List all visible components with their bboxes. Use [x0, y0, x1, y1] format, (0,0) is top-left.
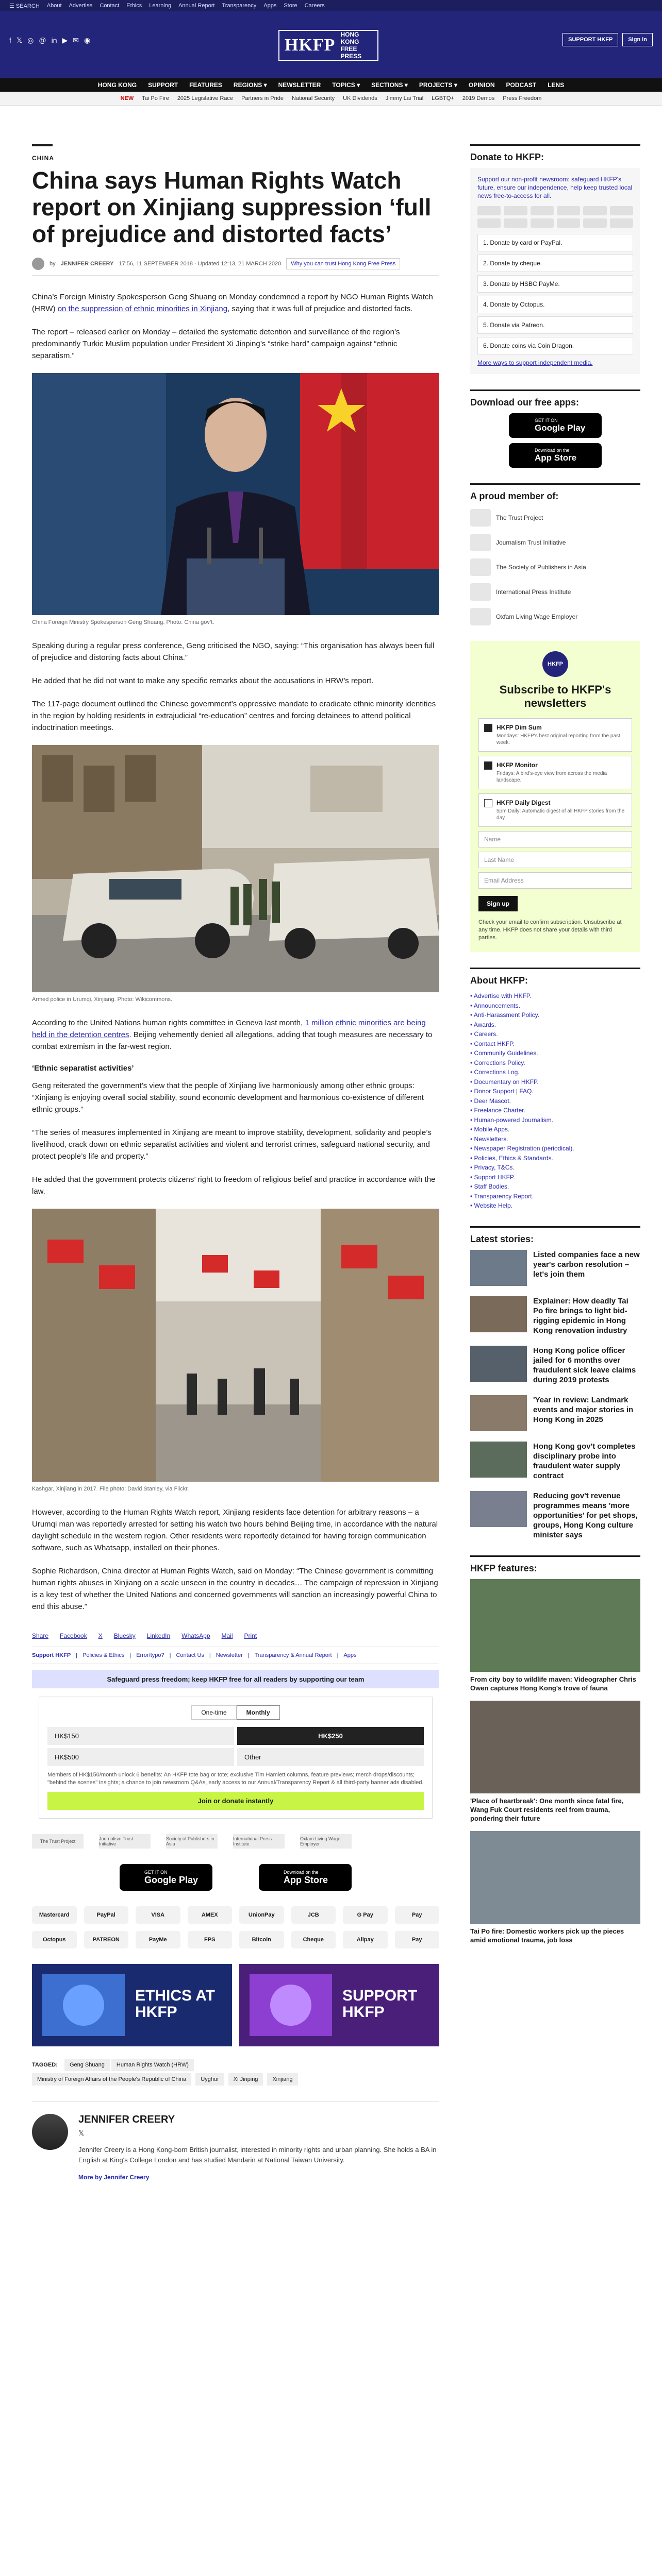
newsletter-note: Check your email to confirm subscription. Unsubscribe at any time. HKFP does not share your details with third parties. — [478, 919, 622, 941]
tag-link[interactable]: Human Rights Watch (HRW) — [111, 2059, 194, 2071]
checkbox-unchecked[interactable] — [484, 799, 492, 807]
topbar-link[interactable]: Careers — [304, 3, 325, 9]
member-logo-icon — [470, 608, 491, 625]
donate-intro: Support our non-profit newsroom: safeguard HKFP's future, ensure our independence, help keep trusted local news free-to-access for all. — [477, 176, 633, 199]
site-header — [0, 11, 662, 78]
share-label: Share — [32, 1632, 49, 1639]
threads-icon[interactable]: @ — [39, 36, 46, 44]
trending-link[interactable]: Tai Po Fire — [142, 95, 169, 101]
trending-link[interactable]: National Security — [292, 95, 335, 101]
topbar-link[interactable]: Apps — [263, 3, 277, 9]
nav-item[interactable]: NEWSLETTER — [278, 81, 321, 89]
payment-logo: UnionPay — [239, 1906, 284, 1924]
nav-item[interactable]: HONG KONG — [97, 81, 137, 89]
photo-graphic — [32, 745, 439, 992]
tag-link[interactable]: Uyghur — [195, 2073, 224, 2086]
section-title: Latest stories: — [470, 1233, 534, 1244]
donate-option[interactable]: 6. Donate coins via Coin Dragon. — [477, 337, 633, 354]
social-links — [9, 36, 90, 45]
topbar-link[interactable]: Annual Report — [178, 3, 215, 9]
about-section — [470, 968, 640, 1211]
ethics-promo[interactable] — [32, 1964, 232, 2046]
about-link[interactable]: • Staff Bodies. — [470, 1183, 509, 1190]
article — [32, 144, 439, 2181]
tags-section — [32, 2062, 439, 2086]
donate-widget — [39, 1697, 433, 1819]
trust-link[interactable]: Why you can trust Hong Kong Free Press — [286, 258, 400, 269]
paragraph: Sophie Richardson, China director at Human Rights Watch, said on Monday: “The Chinese government is committing human rights abuses in Xinjiang on a scale unseen in the country in decades… The campaign of repression in Xinjiang is a key test of whether the United Nations and concerned governments will sanction an increasingly powerful China to end this abuse.” — [32, 1567, 438, 1611]
tag-link[interactable]: Xi Jinping — [228, 2073, 263, 2086]
member-logo[interactable]: The Trust Project — [32, 1834, 84, 1849]
nav-item[interactable]: SUPPORT — [148, 81, 178, 89]
payment-logo: Pay — [395, 1906, 440, 1924]
payment-logo: PayMe — [136, 1931, 180, 1948]
trending-link[interactable]: UK Dividends — [343, 95, 377, 101]
support-button[interactable]: SUPPORT HKFP — [562, 33, 618, 46]
frequency-toggle — [47, 1705, 424, 1720]
apps-section — [470, 389, 640, 468]
payment-methods — [32, 1906, 439, 1948]
section-title: Donate to HKFP: — [470, 152, 544, 162]
badge-line: App Store — [535, 453, 577, 463]
story-thumbnail — [470, 1346, 527, 1382]
donate-option[interactable]: 2. Donate by cheque. — [477, 255, 633, 272]
member-logo-icon — [470, 558, 491, 576]
badge-line: Google Play — [144, 1874, 198, 1885]
policy-link[interactable]: Transparency & Annual Report — [254, 1652, 332, 1658]
about-link[interactable]: • Transparency Report. — [470, 1192, 534, 1200]
payment-logo: Cheque — [291, 1931, 336, 1948]
latest-stories — [470, 1226, 640, 1540]
trending-link[interactable]: 2025 Legislative Race — [177, 95, 234, 101]
payment-logo: Octopus — [32, 1931, 77, 1948]
donate-benefits-note: Members of HK$150/month unlock 6 benefits: An HKFP tote bag or tote; exclusive Tim Hamlett columns, feature previews; merch drops/discounts; "behind the scenes" insights; a chance to join newsroom Q&As, early access to our Annual/Transparency Report & all third-party banner ads disabled. — [47, 1772, 424, 1786]
logo-wordmark: HKFP — [285, 36, 336, 55]
story-item[interactable]: 'Year in review: Landmark events and major stories in Hong Kong in 2025 — [470, 1395, 640, 1431]
checkbox-checked[interactable] — [484, 761, 492, 770]
inline-link[interactable]: on the suppression of ethnic minorities in Xinjiang — [57, 304, 228, 313]
paragraph: He added that he did not want to make any specific remarks about the accusations in HRW’s report. — [32, 676, 374, 685]
google-play-badge[interactable] — [509, 413, 602, 438]
badge-line: Google Play — [535, 423, 586, 433]
topbar-link[interactable]: Advertise — [69, 3, 93, 9]
x-icon[interactable]: 𝕏 — [78, 2129, 85, 2137]
about-link[interactable]: • Advertise with HKFP. — [470, 992, 532, 999]
newsletter-option[interactable]: HKFP Daily Digest 5pm Daily: Automatic digest of all HKFP stories from the day. — [478, 793, 632, 827]
about-link[interactable]: • Mobile Apps. — [470, 1126, 510, 1133]
site-logo[interactable] — [278, 30, 378, 61]
payment-logo: AMEX — [188, 1906, 233, 1924]
member-item[interactable]: The Society of Publishers in Asia — [470, 558, 640, 576]
share-mail[interactable]: Mail — [221, 1632, 233, 1639]
badge-line: Download on the — [284, 1869, 319, 1875]
newsletter-signup — [470, 641, 640, 952]
about-link[interactable]: • Donor Support | FAQ. — [470, 1088, 534, 1095]
about-link[interactable]: • Human-powered Journalism. — [470, 1116, 553, 1124]
topbar-link[interactable]: Store — [284, 3, 297, 9]
promo-title: SUPPORT HKFP — [342, 1987, 418, 2021]
paragraph: According to the United Nations human rights committee in Geneva last month, 1 million ethnic minorities are being held in the detention centres. Beijing vehemently denied all allegations, adding that tough measures are necessary to combat extremism in the far-west region. — [32, 1019, 433, 1051]
share-bluesky[interactable]: Bluesky — [113, 1632, 136, 1639]
newsletter-title: Subscribe to HKFP's newsletters — [499, 683, 611, 709]
monthly-option[interactable]: Monthly — [237, 1705, 280, 1720]
author-link[interactable]: JENNIFER CREERY — [60, 261, 114, 267]
instagram-icon[interactable]: ◎ — [27, 36, 34, 44]
author-box — [32, 2101, 439, 2181]
byline — [32, 258, 439, 276]
byline-prefix: by — [49, 261, 56, 267]
more-by-author-link[interactable]: More by Jennifer Creery — [78, 2174, 150, 2181]
payment-logo: Pay — [395, 1931, 440, 1948]
checkbox-checked[interactable] — [484, 724, 492, 732]
payment-logo: Alipay — [343, 1931, 388, 1948]
member-logo[interactable]: Journalism Trust Initiative — [99, 1834, 151, 1849]
features-section — [470, 1555, 640, 1944]
amount-option[interactable]: Other — [237, 1748, 424, 1766]
share-bar — [32, 1624, 439, 1639]
paragraph: China’s Foreign Ministry Spokesperson Geng Shuang on Monday condemned a report by NGO Human Rights Watch (HRW) on the suppression of ethnic minorities in Xinjiang, saying that it was full of prejudice and distorted facts. — [32, 293, 433, 313]
member-logo-icon — [470, 583, 491, 601]
store-badges — [32, 1864, 439, 1891]
story-item[interactable]: Hong Kong gov't completes disciplinary probe into fraudulent water supply contract — [470, 1442, 640, 1481]
paragraph: Speaking during a regular press conference, Geng criticised the NGO, saying: “This organisation has always been full of prejudice and distorting facts about China.” — [32, 641, 435, 662]
support-promo[interactable] — [239, 1964, 439, 2046]
policy-link[interactable]: Apps — [343, 1652, 357, 1658]
policy-link[interactable]: Error/typo? — [136, 1652, 164, 1658]
about-link[interactable]: • Freelance Charter. — [470, 1107, 525, 1114]
photo-caption: Armed police in Urumqi, Xinjiang. Photo: Wikicommons. — [32, 996, 173, 1003]
signup-button[interactable]: Sign up — [478, 896, 518, 911]
newsletter-option[interactable]: HKFP Monitor Fridays: A bird's-eye view from across the media landscape. — [478, 756, 632, 789]
member-item[interactable]: The Trust Project — [470, 509, 640, 527]
photo-caption: Kashgar, Xinjiang in 2017. File photo: David Stanley, via Flickr. — [32, 1486, 189, 1492]
policy-link[interactable]: Newsletter — [216, 1652, 243, 1658]
trending-link[interactable]: 2019 Demos — [462, 95, 495, 101]
badge-line: GET IT ON — [144, 1869, 168, 1875]
share-print[interactable]: Print — [244, 1632, 257, 1639]
article-title: China says Human Rights Watch report on Xinjiang suppression ‘full of prejudice and distorted facts’ — [32, 167, 432, 247]
topbar-link[interactable]: Contact — [100, 3, 120, 9]
feature-item[interactable]: Tai Po fire: Domestic workers pick up the pieces amid emotional trauma, job loss — [470, 1831, 640, 1944]
section-title: About HKFP: — [470, 975, 528, 986]
topbar-link[interactable]: Transparency — [222, 3, 257, 9]
article-dates: 17:56, 11 SEPTEMBER 2018 · Updated 12:13, 21 MARCH 2020 — [119, 261, 282, 267]
story-thumbnail — [470, 1250, 527, 1286]
amount-option[interactable]: HK$500 — [47, 1748, 234, 1766]
app-store-badge[interactable] — [509, 443, 602, 468]
name-input[interactable]: Name — [478, 831, 632, 848]
payment-icons — [477, 206, 633, 228]
facebook-icon[interactable]: f — [9, 36, 11, 44]
story-thumbnail — [470, 1395, 527, 1431]
newsletter-logo: HKFP — [542, 651, 568, 677]
topbar-link[interactable]: Ethics — [126, 3, 142, 9]
payment-logo: JCB — [291, 1906, 336, 1924]
main-nav — [0, 78, 662, 92]
nav-item[interactable]: LENS — [548, 81, 565, 89]
logo-line: HONG KONG — [340, 31, 359, 45]
trending-link[interactable]: Press Freedom — [503, 95, 542, 101]
membership-section — [470, 483, 640, 625]
about-link[interactable]: • Policies, Ethics & Standards. — [470, 1154, 553, 1162]
policy-links: Support HKFP | Policies & Ethics | Error/typo? | Contact Us | Newsletter | Transparency & Annual Report | Apps — [32, 1647, 439, 1664]
linkedin-icon[interactable]: in — [51, 36, 57, 44]
paragraph: However, according to the Human Rights Watch report, Xinjiang residents face detention for arbitrary reasons – a Urumqi man was reportedly arrested for setting his watch two hours behind Beijing time, in accordance with the natural daylight schedule in the western region. Other residents were reportedly detained for having foreign communication software, such as Whatsapp, installed on their phones. — [32, 1508, 438, 1552]
photo-graphic — [32, 373, 439, 615]
trending-link[interactable]: Partners in Pride — [241, 95, 284, 101]
policy-link[interactable]: Support HKFP — [32, 1652, 71, 1658]
feature-image — [470, 1701, 640, 1793]
kicker-rule — [32, 144, 53, 146]
about-link[interactable]: • Website Help. — [470, 1202, 513, 1209]
nav-item[interactable]: FEATURES — [189, 81, 222, 89]
about-link[interactable]: • Privacy, T&Cs. — [470, 1164, 515, 1171]
member-logo-icon — [470, 509, 491, 527]
about-link[interactable]: • Newspaper Registration (periodical). — [470, 1145, 574, 1152]
donate-option[interactable]: 3. Donate by HSBC PayMe. — [477, 275, 633, 293]
member-logo-icon — [470, 534, 491, 551]
about-links — [470, 991, 640, 1211]
google-play-badge[interactable] — [120, 1864, 212, 1891]
nav-item[interactable]: PROJECTS ▾ — [419, 81, 457, 89]
share-linkedin[interactable]: LinkedIn — [146, 1632, 171, 1639]
rss-icon[interactable]: ◉ — [84, 36, 91, 44]
feature-image — [470, 1579, 640, 1672]
donate-option[interactable]: 4. Donate by Octopus. — [477, 296, 633, 313]
amount-options — [47, 1727, 424, 1766]
paragraph: He added that the government protects citizens’ right to freedom of religious belief and practice in accordance with the law. — [32, 1175, 436, 1196]
policy-link[interactable]: Policies & Ethics — [82, 1652, 125, 1658]
promo-banners — [32, 1964, 439, 2046]
feature-image — [470, 1831, 640, 1924]
member-logo[interactable]: Society of Publishers in Asia — [166, 1834, 218, 1849]
trending-link[interactable]: LGBTQ+ — [432, 95, 454, 101]
amount-option[interactable]: HK$150 — [47, 1727, 234, 1745]
payment-logo: PATREON — [84, 1931, 129, 1948]
author-avatar — [32, 2114, 68, 2150]
logo-line: FREE PRESS — [340, 45, 362, 60]
topbar-link[interactable]: Learning — [149, 3, 172, 9]
nav-item[interactable]: TOPICS ▾ — [332, 81, 360, 89]
policy-link[interactable]: Contact Us — [176, 1652, 204, 1658]
sidebar — [470, 144, 640, 1960]
search-link[interactable]: ☰ SEARCH — [9, 3, 40, 9]
about-link[interactable]: • Announcements. — [470, 1002, 520, 1009]
section-title: HKFP features: — [470, 1563, 537, 1573]
story-thumbnail — [470, 1442, 527, 1478]
x-icon[interactable]: 𝕏 — [16, 36, 23, 44]
about-link[interactable]: • Community Guidelines. — [470, 1049, 538, 1057]
tag-link[interactable]: Xinjiang — [267, 2073, 297, 2086]
topbar-link[interactable]: About — [46, 3, 62, 9]
new-badge: NEW — [120, 95, 134, 101]
section-title: A proud member of: — [470, 491, 559, 501]
story-item[interactable]: Listed companies face a new year's carbon resolution – let's join them — [470, 1250, 640, 1286]
nav-item[interactable]: OPINION — [468, 81, 495, 89]
paragraph: The report – released earlier on Monday – detailed the systematic detention and surveillance of the region’s predominantly Turkic Muslim population under President Xi Jinping’s “strike hard” campaign against “ethnic separatism.” — [32, 328, 400, 360]
nav-item[interactable]: PODCAST — [506, 81, 537, 89]
about-link[interactable]: • Corrections Policy. — [470, 1059, 525, 1066]
about-link[interactable]: • Newsletters. — [470, 1135, 508, 1143]
share-facebook[interactable]: Facebook — [60, 1632, 87, 1639]
mail-icon[interactable]: ✉ — [73, 36, 79, 44]
about-link[interactable]: • Corrections Log. — [470, 1069, 520, 1076]
member-logo[interactable]: International Press Institute — [233, 1834, 285, 1849]
donate-option[interactable]: 1. Donate by card or PayPal. — [477, 234, 633, 251]
tag-link[interactable]: Geng Shuang — [64, 2059, 110, 2071]
story-item[interactable]: Hong Kong police officer jailed for 6 months over fraudulent sick leave claims during 2019 protests — [470, 1346, 640, 1385]
one-time-option[interactable]: One-time — [191, 1705, 236, 1720]
payment-logo: VISA — [136, 1906, 180, 1924]
nav-item[interactable]: REGIONS ▾ — [233, 81, 267, 89]
story-thumbnail — [470, 1296, 527, 1332]
section-title: Download our free apps: — [470, 397, 580, 408]
about-link[interactable]: • Contact HKFP. — [470, 1040, 515, 1047]
app-store-badge[interactable] — [259, 1864, 352, 1891]
signin-button[interactable]: Sign in — [622, 33, 653, 46]
feature-item[interactable]: 'Place of heartbreak': One month since fatal fire, Wang Fuk Court residents reel from trauma, pondering their future — [470, 1701, 640, 1823]
email-input[interactable]: Email Address — [478, 872, 632, 889]
photo-graphic — [32, 1209, 439, 1482]
kashgar-photo — [32, 1209, 439, 1482]
promo-title: ETHICS AT HKFP — [135, 1987, 215, 2021]
inline-link[interactable]: 1 million ethnic minorities are being held in the detention centres — [32, 1019, 426, 1039]
about-link[interactable]: • Deer Mascot. — [470, 1097, 511, 1105]
tags-label: TAGGED: — [32, 2062, 58, 2068]
about-link[interactable]: • Documentary on HKFP. — [470, 1078, 539, 1086]
trending-nav — [0, 92, 662, 106]
donate-option[interactable]: 5. Donate via Patreon. — [477, 316, 633, 334]
newsletter-option[interactable]: HKFP Dim Sum Mondays: HKFP's best original reporting from the past week. — [478, 718, 632, 752]
payment-logo: Mastercard — [32, 1906, 77, 1924]
story-item[interactable]: Explainer: How deadly Tai Po fire brings to light bid-rigging epidemic in Hong Kong renovation industry — [470, 1296, 640, 1335]
nav-item[interactable]: SECTIONS ▾ — [371, 81, 408, 89]
badge-line: App Store — [284, 1874, 328, 1885]
badge-line: Download on the — [535, 448, 570, 453]
paragraph: “The series of measures implemented in Xinjiang are meant to improve stability, development, solidarity and people’s livelihood, crack down on ethnic separatist activities and violent and terrorist crimes, safeguard national security, and protect people’s life and property.” — [32, 1128, 432, 1161]
paragraph: The 117-page document outlined the Chinese government’s oppressive mandate to eradicate ethnic minority identities in the region by holding residents in extrajudicial “re-education” centres and forcing detainees to attend political indoctrination meetings. — [32, 700, 436, 732]
spokesperson-photo — [32, 373, 439, 615]
payment-logo: G Pay — [343, 1906, 388, 1924]
last-name-input[interactable]: Last Name — [478, 852, 632, 868]
story-item[interactable]: Reducing gov't revenue programmes means 'more opportunities' for pet shops, groups, Hong Kong culture minister says — [470, 1491, 640, 1540]
about-link[interactable]: • Anti-Harassment Policy. — [470, 1011, 540, 1019]
support-banner[interactable]: Safeguard press freedom; keep HKFP free for all readers by supporting our team — [32, 1670, 439, 1688]
utility-bar — [0, 0, 662, 11]
category-kicker[interactable]: CHINA — [32, 155, 54, 162]
section-subheading: ‘Ethnic separatist activities’ — [32, 1064, 134, 1073]
footer-member-logos — [32, 1834, 439, 1849]
member-item[interactable]: International Press Institute — [470, 583, 640, 601]
story-thumbnail — [470, 1491, 527, 1527]
member-item[interactable]: Oxfam Living Wage Employer — [470, 608, 640, 625]
author-name[interactable]: JENNIFER CREERY — [78, 2114, 175, 2125]
about-link[interactable]: • Support HKFP. — [470, 1173, 515, 1181]
about-link[interactable]: • Careers. — [470, 1030, 498, 1038]
payment-logo: PayPal — [84, 1906, 129, 1924]
more-ways-link[interactable]: More ways to support independent media. — [477, 359, 593, 366]
photo-caption: China Foreign Ministry Spokesperson Geng Shuang. Photo: China gov’t. — [32, 619, 214, 625]
author-bio: Jennifer Creery is a Hong Kong-born British journalist, interested in minority rights and urban planning. She holds a BA in English at King's College London and has studied Mandarin at National Taiwan University. — [78, 2146, 437, 2164]
youtube-icon[interactable]: ▶ — [62, 36, 68, 44]
amount-option-selected[interactable]: HK$250 — [237, 1727, 424, 1745]
donate-now-button[interactable]: Join or donate instantly — [47, 1792, 424, 1810]
badge-line: GET IT ON — [535, 418, 558, 423]
armed-police-photo — [32, 745, 439, 992]
payment-logo: Bitcoin — [239, 1931, 284, 1948]
author-avatar — [32, 258, 44, 270]
donate-section — [470, 144, 640, 374]
trending-link[interactable]: Jimmy Lai Trial — [385, 95, 424, 101]
share-x[interactable]: X — [98, 1632, 103, 1639]
member-logo[interactable]: Oxfam Living Wage Employer — [300, 1834, 352, 1849]
feature-item[interactable]: From city boy to wildlife maven: Videographer Chris Owen captures Hong Kong's trove of fauna — [470, 1579, 640, 1692]
share-whatsapp[interactable]: WhatsApp — [181, 1632, 210, 1639]
tag-link[interactable]: Ministry of Foreign Affairs of the People's Republic of China — [32, 2073, 191, 2086]
payment-logo: FPS — [188, 1931, 233, 1948]
member-item[interactable]: Journalism Trust Initiative — [470, 534, 640, 551]
paragraph: Geng reiterated the government’s view that the people of Xinjiang live harmoniously among other ethnic groups: “Xinjiang is enjoying overall social stability, sound economic development and harmonious co-existence of different ethnic groups.” — [32, 1081, 424, 1114]
about-link[interactable]: • Awards. — [470, 1021, 496, 1028]
